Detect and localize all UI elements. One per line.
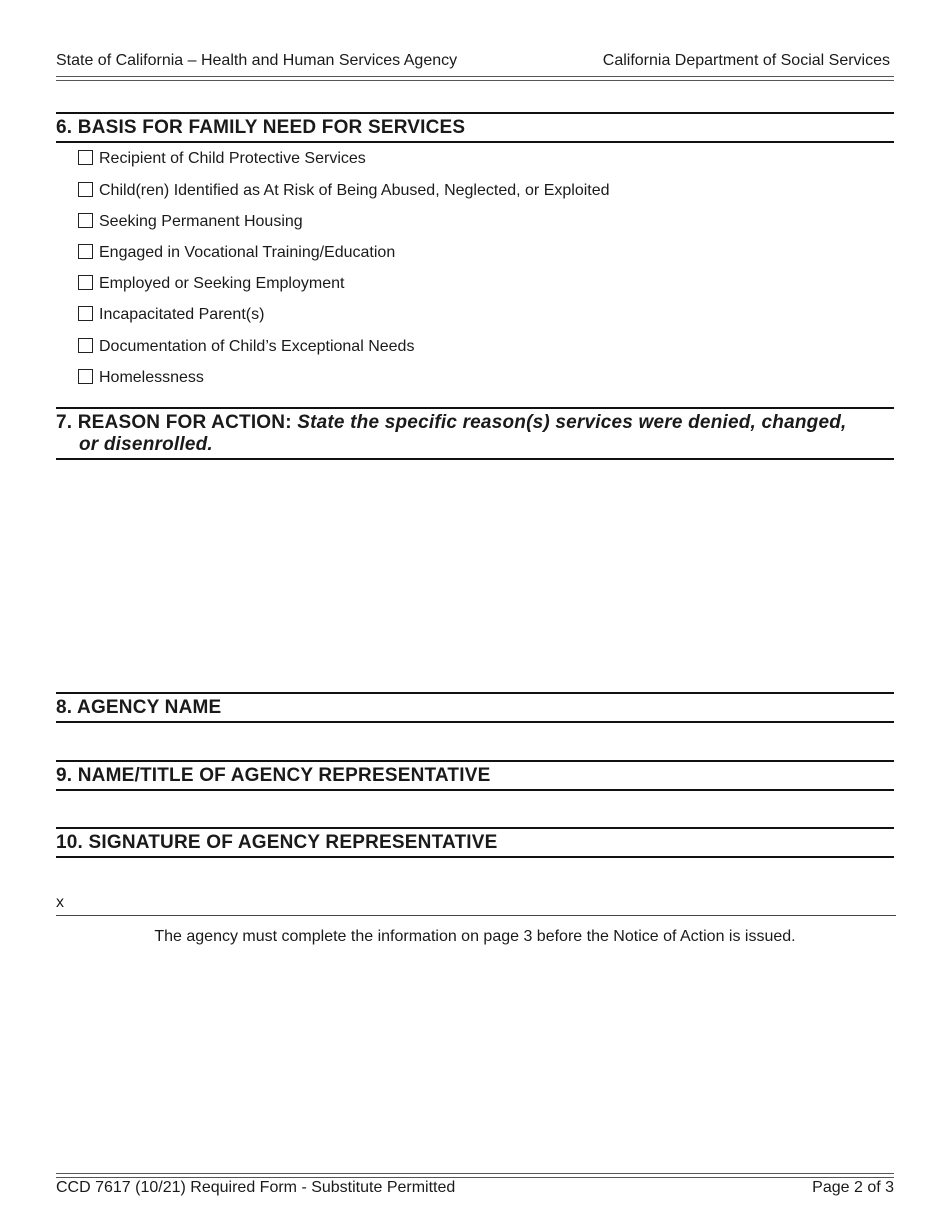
agency-name-field[interactable] [56, 722, 894, 758]
option-label: Incapacitated Parent(s) [99, 306, 265, 323]
option-vocational-training[interactable] [78, 242, 395, 264]
section-10-title: 10. SIGNATURE OF AGENCY REPRESENTATIVE [56, 832, 498, 853]
checkbox[interactable] [78, 244, 93, 259]
option-child-at-risk[interactable] [78, 180, 610, 202]
option-employment[interactable] [78, 273, 344, 295]
section-6-title: 6. BASIS FOR FAMILY NEED FOR SERVICES [56, 117, 466, 138]
header-agency: State of California – Health and Human Services Agency [56, 52, 458, 69]
checkbox[interactable] [78, 213, 93, 228]
option-seeking-permanent-housing[interactable] [78, 211, 303, 233]
section-7-instruction-cont: or disenrolled. [79, 434, 213, 455]
checkbox[interactable] [78, 306, 93, 321]
checkbox[interactable] [78, 338, 93, 353]
checkbox[interactable] [78, 275, 93, 290]
signature-mark: x [56, 894, 64, 911]
section-7-heading [56, 407, 894, 460]
option-label: Engaged in Vocational Training/Education [99, 244, 396, 261]
option-homelessness[interactable] [78, 367, 204, 389]
page-number: Page 2 of 3 [812, 1179, 894, 1196]
option-exceptional-needs[interactable] [78, 336, 414, 358]
header-department: California Department of Social Services [602, 52, 890, 69]
checkbox[interactable] [78, 150, 93, 165]
footer-divider [56, 1173, 894, 1178]
header-divider [56, 76, 894, 81]
section-7-instruction: State the specific reason(s) services were denied, changed, [297, 412, 847, 433]
option-label: Child(ren) Identified as At Risk of Being Abused, Neglected, or Exploited [99, 182, 610, 199]
section-9-heading [56, 760, 894, 791]
signature-line[interactable] [56, 915, 896, 916]
section-10-heading [56, 827, 894, 858]
option-incapacitated-parent[interactable] [78, 304, 264, 326]
option-label: Employed or Seeking Employment [99, 275, 345, 292]
option-label: Homelessness [99, 369, 204, 386]
completion-notice: The agency must complete the information on page 3 before the Notice of Action is issued. [154, 928, 796, 945]
section-9-title: 9. NAME/TITLE OF AGENCY REPRESENTATIVE [56, 765, 491, 786]
section-8-title: 8. AGENCY NAME [56, 697, 222, 718]
section-7-title: 7. REASON FOR ACTION: [56, 412, 292, 433]
reason-for-action-field[interactable] [56, 460, 894, 690]
option-label: Recipient of Child Protective Services [99, 150, 366, 167]
checkbox[interactable] [78, 369, 93, 384]
checkbox[interactable] [78, 182, 93, 197]
option-child-protective-services[interactable] [78, 148, 366, 170]
option-label: Documentation of Child’s Exceptional Needs [99, 338, 415, 355]
form-id: CCD 7617 (10/21) Required Form - Substitute Permitted [56, 1179, 456, 1196]
representative-name-field[interactable] [56, 790, 894, 826]
section-6-heading [56, 112, 894, 143]
section-8-heading [56, 692, 894, 723]
option-label: Seeking Permanent Housing [99, 213, 303, 230]
